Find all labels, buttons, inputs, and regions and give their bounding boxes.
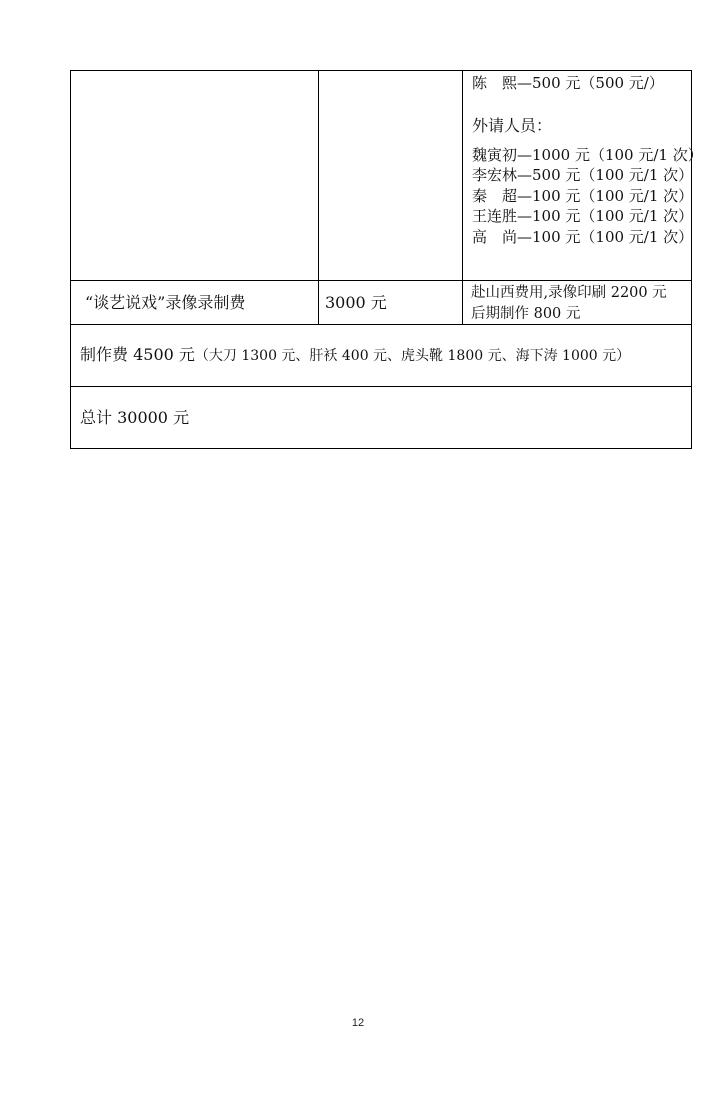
list-item: 李宏林—500 元（100 元/1 次）: [472, 166, 694, 184]
item-name-cell: “谈艺说戏”录像录制费: [71, 281, 319, 325]
list-item: 王连胜—100 元（100 元/1 次）: [472, 207, 694, 225]
production-fee-cell: [71, 325, 692, 387]
detail-line: 后期制作 800 元: [471, 305, 581, 322]
list-item: 秦 超—100 元（100 元/1 次）: [472, 186, 694, 205]
list-item: 魏寅初—1000 元（100 元/1 次）: [472, 145, 703, 164]
table-row: [71, 387, 692, 449]
budget-table: [70, 70, 703, 449]
personnel-notes-cell: [463, 71, 703, 281]
table-row: [71, 71, 692, 281]
production-fee-label: 制作费 4500 元: [80, 345, 195, 364]
total-cell: 总计 30000 元: [71, 387, 692, 449]
note-line: 陈 熙—500 元（500 元/）: [472, 74, 664, 92]
external-staff-heading: 外请人员：: [472, 115, 553, 135]
page-number: 12: [351, 1017, 365, 1029]
table-row: [71, 325, 692, 387]
list-item: 高 尚—100 元（100 元/1 次）: [472, 227, 694, 246]
detail-line: 赴山西费用,录像印刷 2200 元: [471, 285, 667, 301]
table-row: [71, 281, 692, 325]
production-fee-detail: （大刀 1300 元、肝袄 400 元、虎头靴 1800 元、海下涛 1000 元）: [194, 348, 631, 364]
detail-cell: [463, 281, 692, 325]
empty-item-cell: [71, 71, 319, 281]
amount-cell: 3000 元: [319, 281, 463, 325]
empty-amount-cell: [319, 71, 463, 281]
